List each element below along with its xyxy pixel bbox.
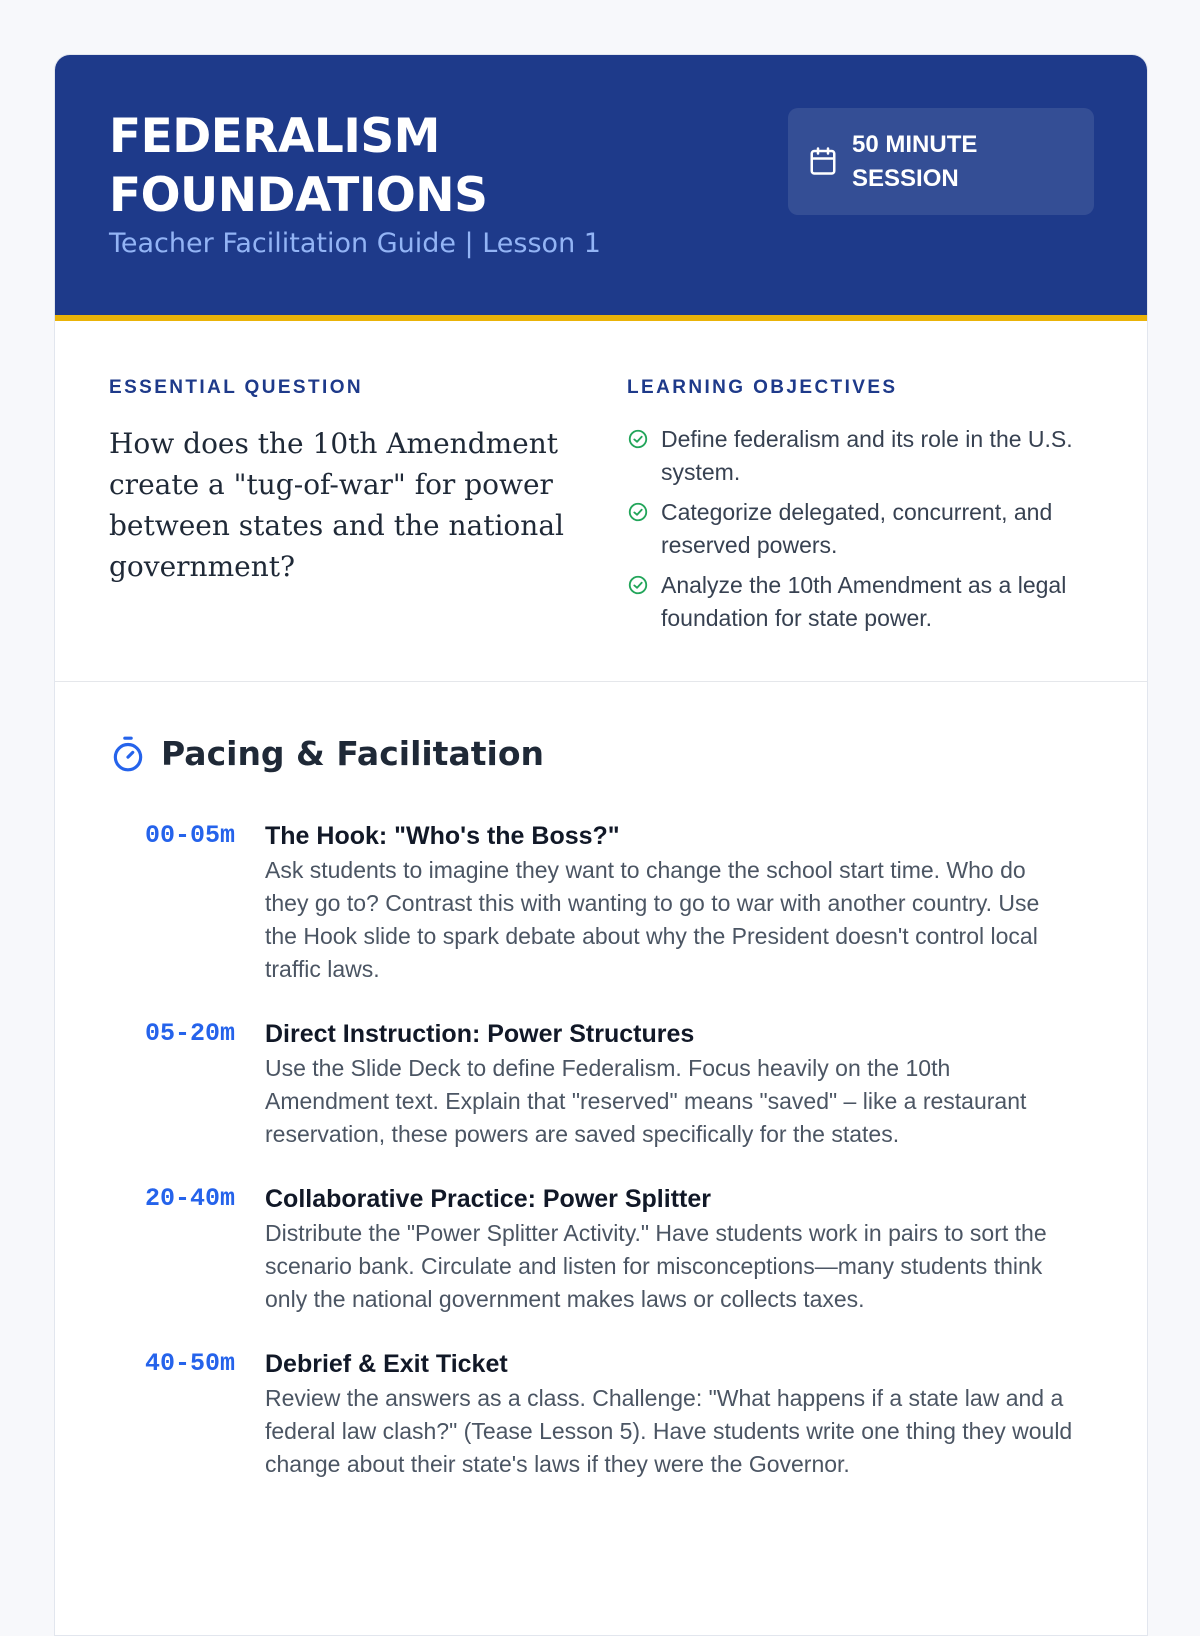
step-description: Ask students to imagine they want to change the school start time. Who do they go to? Contrast this with wanting to go to war with another country. Use the Hook slide to spark debate about why the President doesn't control local traffic laws. [265, 857, 1040, 982]
step-description: Use the Slide Deck to define Federalism. Focus heavily on the 10th Amendment text. Explain that "reserved" means "saved" – like a restaurant reservation, these powers are saved specifically for the states. [265, 1055, 1027, 1147]
step-description: Distribute the "Power Splitter Activity." Have students work in pairs to sort the scenario bank. Circulate and listen for misconceptions—many students think only the national government makes laws or collects taxes. [265, 1220, 1047, 1312]
step-time: 00-05m [145, 821, 236, 850]
objective-text: Define federalism and its role in the U.S. system. [661, 426, 1073, 485]
page-subtitle: Teacher Facilitation Guide | Lesson 1 [109, 228, 601, 259]
step-time: 05-20m [145, 1019, 236, 1048]
pacing-step [145, 1018, 1075, 1151]
pacing-step [145, 1348, 1075, 1481]
lesson-card [54, 54, 1148, 1636]
objective-text: Analyze the 10th Amendment as a legal foundation for state power. [661, 572, 1067, 631]
objective-item [627, 423, 1107, 489]
pacing-title: Pacing & Facilitation [161, 734, 544, 773]
step-body [265, 820, 1075, 986]
learning-objectives-label: LEARNING OBJECTIVES [627, 377, 898, 398]
intro-section [55, 321, 1147, 682]
check-circle-icon [627, 428, 649, 450]
learning-objectives-list [627, 423, 1107, 642]
timer-icon [109, 735, 147, 773]
calendar-icon [808, 146, 838, 176]
essential-question-label: ESSENTIAL QUESTION [109, 377, 363, 398]
check-circle-icon [627, 574, 649, 596]
title-line-1: FEDERALISM [109, 109, 440, 164]
objective-text: Categorize delegated, concurrent, and reserved powers. [661, 499, 1053, 558]
step-description: Review the answers as a class. Challenge: "What happens if a state law and a federal law clash?" (Tease Lesson 5). Have students write one thing they would change about their state's laws if they were the Governor. [265, 1385, 1073, 1477]
pacing-step [145, 820, 1075, 986]
step-title: Debrief & Exit Ticket [265, 1350, 508, 1378]
title-line-2: FOUNDATIONS [109, 168, 488, 223]
step-title: The Hook: "Who's the Boss?" [265, 822, 620, 850]
lesson-header [55, 55, 1147, 321]
pacing-heading [109, 734, 544, 773]
step-title: Collaborative Practice: Power Splitter [265, 1185, 711, 1213]
step-time: 40-50m [145, 1349, 236, 1378]
step-title: Direct Instruction: Power Structures [265, 1020, 695, 1048]
session-duration: 50 MINUTE SESSION [852, 131, 978, 192]
step-body [265, 1018, 1075, 1151]
check-circle-icon [627, 501, 649, 523]
session-badge [788, 108, 1094, 215]
step-body [265, 1348, 1075, 1481]
essential-question-text: How does the 10th Amendment create a "tug-of-war" for power between states and the national government? [109, 427, 564, 583]
step-time: 20-40m [145, 1184, 236, 1213]
step-body [265, 1183, 1075, 1316]
page-title [109, 107, 488, 225]
pacing-steps [145, 820, 1075, 1513]
pacing-step [145, 1183, 1075, 1316]
objective-item [627, 496, 1107, 562]
objective-item [627, 569, 1107, 635]
